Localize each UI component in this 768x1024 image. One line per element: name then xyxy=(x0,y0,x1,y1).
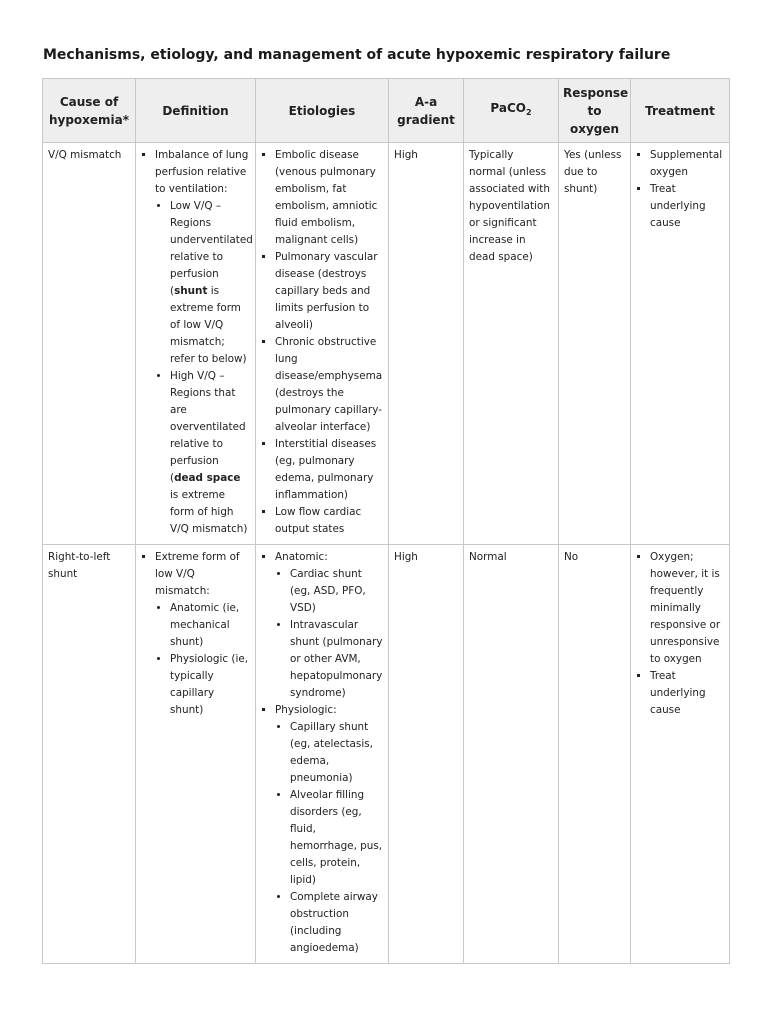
low-vq-text-end: is extreme form of low V/Q mismatch; refer to below) xyxy=(170,285,247,365)
list-item xyxy=(275,549,383,702)
list-item: ▪ Chronic obstructive lung disease/emphysema (destroys the pulmonary capillary-alveolar interface) xyxy=(275,334,383,436)
cell-etiologies xyxy=(256,545,389,964)
header-etiologies: Etiologies xyxy=(256,79,389,143)
list-item: ▪ Supplemental oxygen xyxy=(650,147,724,181)
definition-main: Extreme form of low V/Q mismatch: xyxy=(155,551,240,597)
cell-gradient: High xyxy=(389,545,464,964)
list-item xyxy=(170,198,253,368)
list-item xyxy=(155,549,250,719)
table-row xyxy=(43,545,730,964)
cell-treatment xyxy=(631,545,730,964)
cell-paco2: Typically normal (unless associated with hypoventilation or significant increase in dead space) xyxy=(464,143,559,545)
low-vq-text: Low V/Q – Regions underventilated relative to perfusion ( xyxy=(170,200,253,297)
list-item: • Alveolar filling disorders (eg, fluid, hemorrhage, pus, cells, protein, lipid) xyxy=(290,787,383,889)
list-item xyxy=(155,147,253,538)
hypoxemia-table xyxy=(42,78,730,964)
list-item: • Intravascular shunt (pulmonary or other AVM, hepatopulmonary syndrome) xyxy=(290,617,383,702)
high-vq-text: High V/Q – Regions that are overventilated relative to perfusion ( xyxy=(170,370,246,484)
shunt-term: shunt xyxy=(174,285,208,297)
header-response: Response to oxygen xyxy=(559,79,631,143)
list-item: • Cardiac shunt (eg, ASD, PFO, VSD) xyxy=(290,566,383,617)
cell-cause: Right-to-left shunt xyxy=(43,545,136,964)
cell-response: No xyxy=(559,545,631,964)
list-item: ▪ Interstitial diseases (eg, pulmonary edema, pulmonary inflammation) xyxy=(275,436,383,504)
list-item: • Physiologic (ie, typically capillary shunt) xyxy=(170,651,250,719)
list-item: ▪ Treat underlying cause xyxy=(650,181,724,232)
list-item: • Capillary shunt (eg, atelectasis, edema, pneumonia) xyxy=(290,719,383,787)
anatomic-label: Anatomic: xyxy=(275,551,328,563)
page-title: Mechanisms, etiology, and management of acute hypoxemic respiratory failure xyxy=(43,47,671,63)
list-item: ▪ Pulmonary vascular disease (destroys capillary beds and limits perfusion to alveoli) xyxy=(275,249,383,334)
paco2-label: PaCO xyxy=(490,101,526,115)
high-vq-text-end: is extreme form of high V/Q mismatch) xyxy=(170,489,248,535)
cell-gradient: High xyxy=(389,143,464,545)
list-item: • Anatomic (ie, mechanical shunt) xyxy=(170,600,250,651)
header-definition: Definition xyxy=(136,79,256,143)
cell-treatment xyxy=(631,143,730,545)
header-gradient: A-a gradient xyxy=(389,79,464,143)
list-item xyxy=(170,368,250,538)
paco2-subscript: 2 xyxy=(526,108,532,117)
header-row xyxy=(43,79,730,143)
list-item: • Complete airway obstruction (including angioedema) xyxy=(290,889,383,957)
header-cause: Cause of hypoxemia* xyxy=(43,79,136,143)
cell-definition xyxy=(136,545,256,964)
cell-paco2: Normal xyxy=(464,545,559,964)
table-row xyxy=(43,143,730,545)
cell-etiologies xyxy=(256,143,389,545)
list-item: ▪ Embolic disease (venous pulmonary embolism, fat embolism, amniotic fluid embolism, malignant cells) xyxy=(275,147,383,249)
cell-cause: V/Q mismatch xyxy=(43,143,136,545)
list-item: ▪ Oxygen; however, it is frequently minimally responsive or unresponsive to oxygen xyxy=(650,549,724,668)
definition-main: Imbalance of lung perfusion relative to ventilation: xyxy=(155,149,249,195)
dead-space-term: dead space xyxy=(174,472,241,484)
physiologic-label: Physiologic: xyxy=(275,704,337,716)
header-paco2 xyxy=(464,79,559,143)
header-treatment: Treatment xyxy=(631,79,730,143)
list-item: ▪ Treat underlying cause xyxy=(650,668,724,719)
cell-definition xyxy=(136,143,256,545)
list-item xyxy=(275,702,383,957)
list-item: ▪ Low flow cardiac output states xyxy=(275,504,383,538)
cell-response: Yes (unless due to shunt) xyxy=(559,143,631,545)
